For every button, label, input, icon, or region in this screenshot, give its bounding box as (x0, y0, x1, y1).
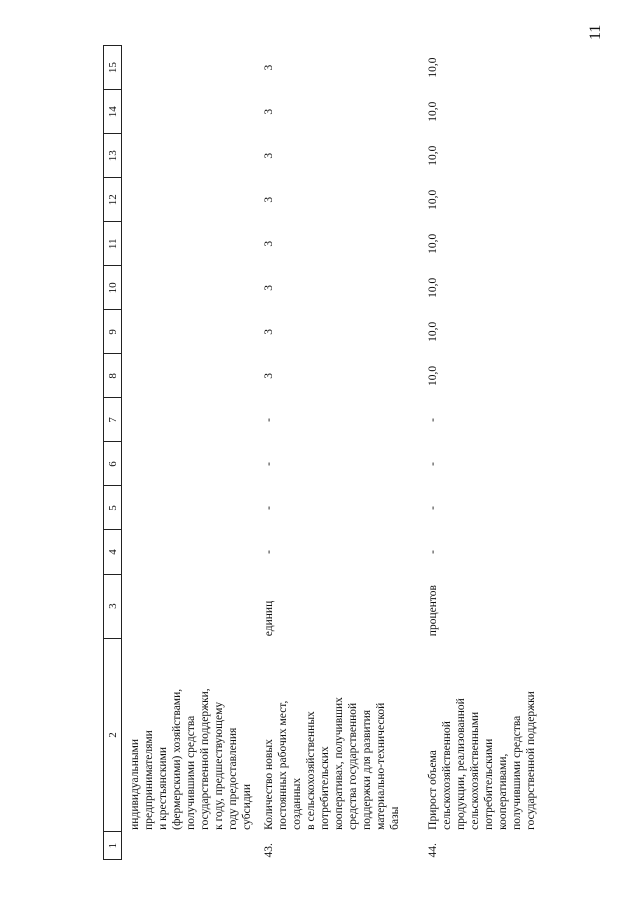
table-header (104, 46, 122, 860)
description-line: продукции, реализованной (455, 698, 467, 830)
column-header: 1 (104, 832, 122, 860)
description-line: постоянных рабочих мест, (277, 700, 289, 830)
rotated-page-content (103, 45, 537, 860)
table-row (254, 46, 418, 860)
column-header: 10 (104, 266, 122, 310)
row-index (122, 832, 255, 860)
description-line: потребительскими (483, 738, 495, 830)
cell-value: 3 (263, 373, 275, 379)
cell-value: 10,0 (427, 233, 439, 254)
row-index: 44. (427, 843, 439, 858)
description-line: к году, предшествующему (213, 701, 225, 830)
description-line: материально-технической (375, 702, 387, 830)
column-header: 5 (104, 486, 122, 530)
column-header: 12 (104, 178, 122, 222)
cell-value: 3 (263, 328, 275, 335)
cell-value: - (263, 462, 275, 466)
row-description (122, 638, 255, 832)
description-line: предпринимателями (143, 730, 155, 830)
cell-value (122, 266, 255, 310)
cell-value: 3 (263, 240, 275, 247)
cell-value (122, 398, 255, 442)
description-line: базы (389, 806, 401, 830)
cell-value: 3 (263, 196, 275, 203)
cell-value: 10,0 (427, 189, 439, 210)
row-unit (122, 574, 255, 638)
cell-value: 10,0 (427, 277, 439, 298)
column-header: 7 (104, 398, 122, 442)
description-line: сельскохозяйственной (441, 721, 453, 830)
cell-value: 3 (263, 284, 275, 291)
cell-value (122, 486, 255, 530)
cell-value (122, 134, 255, 178)
cell-value: 10,0 (427, 101, 439, 122)
cell-value: 3 (263, 64, 275, 71)
cell-value: 10,0 (427, 57, 439, 78)
column-header: 11 (104, 222, 122, 266)
column-header: 15 (104, 46, 122, 90)
indicators-table (103, 45, 538, 860)
description-line: Прирост объема (427, 750, 439, 830)
cell-value: - (427, 417, 439, 422)
description-line: в сельскохозяйственных (305, 711, 317, 830)
table-row (418, 46, 538, 860)
description-line: кооперативах, получивших (333, 697, 345, 830)
description-line: средства государственной (347, 702, 359, 830)
column-header: 13 (104, 134, 122, 178)
column-header: 3 (104, 574, 122, 638)
description-line: субсидии (241, 784, 253, 830)
description-line: поддержки для развития (361, 709, 373, 830)
cell-value: - (427, 550, 439, 554)
row-description (254, 638, 418, 832)
description-line: получившими средства (511, 715, 523, 830)
cell-value (122, 442, 255, 486)
description-line: (фермерскими) хозяйствами, (171, 688, 183, 830)
description-line: кооперативами, (497, 753, 509, 830)
description-line: государственной поддержки, (199, 688, 211, 830)
description-line: Количество новых (263, 739, 275, 830)
cell-value (122, 310, 255, 354)
cell-value: 10,0 (427, 365, 439, 386)
cell-value (122, 178, 255, 222)
cell-value (122, 90, 255, 134)
row-unit: процентов (427, 585, 439, 637)
cell-value (122, 354, 255, 398)
column-header: 6 (104, 442, 122, 486)
column-header: 4 (104, 530, 122, 574)
header-row (104, 46, 122, 860)
row-index: 43. (263, 843, 275, 858)
description-line: получившими средства (185, 715, 197, 830)
description-line: созданных (291, 777, 303, 830)
cell-value (122, 222, 255, 266)
row-unit: единиц (263, 600, 275, 637)
cell-value: - (263, 417, 275, 422)
column-header: 14 (104, 90, 122, 134)
cell-value: - (263, 550, 275, 554)
table-row (122, 46, 255, 860)
description-line: потребительских (319, 746, 331, 830)
column-header: 9 (104, 310, 122, 354)
description-line: индивидуальными (129, 738, 141, 830)
description-line: и крестьянскими (157, 746, 169, 830)
cell-value: 3 (263, 108, 275, 115)
page-number: 11 (587, 24, 604, 40)
cell-value: - (427, 462, 439, 466)
cell-value: - (427, 506, 439, 510)
cell-value (122, 530, 255, 574)
cell-value: 10,0 (427, 145, 439, 166)
description-line: году предоставления (227, 727, 239, 830)
description-line: сельскохозяйственными (469, 711, 481, 830)
row-description (418, 638, 538, 832)
description-line: государственной поддержки (525, 691, 537, 830)
column-header: 2 (104, 638, 122, 832)
cell-value: - (263, 506, 275, 510)
cell-value: 10,0 (427, 321, 439, 342)
cell-value (122, 46, 255, 90)
cell-value: 3 (263, 152, 275, 159)
column-header: 8 (104, 354, 122, 398)
